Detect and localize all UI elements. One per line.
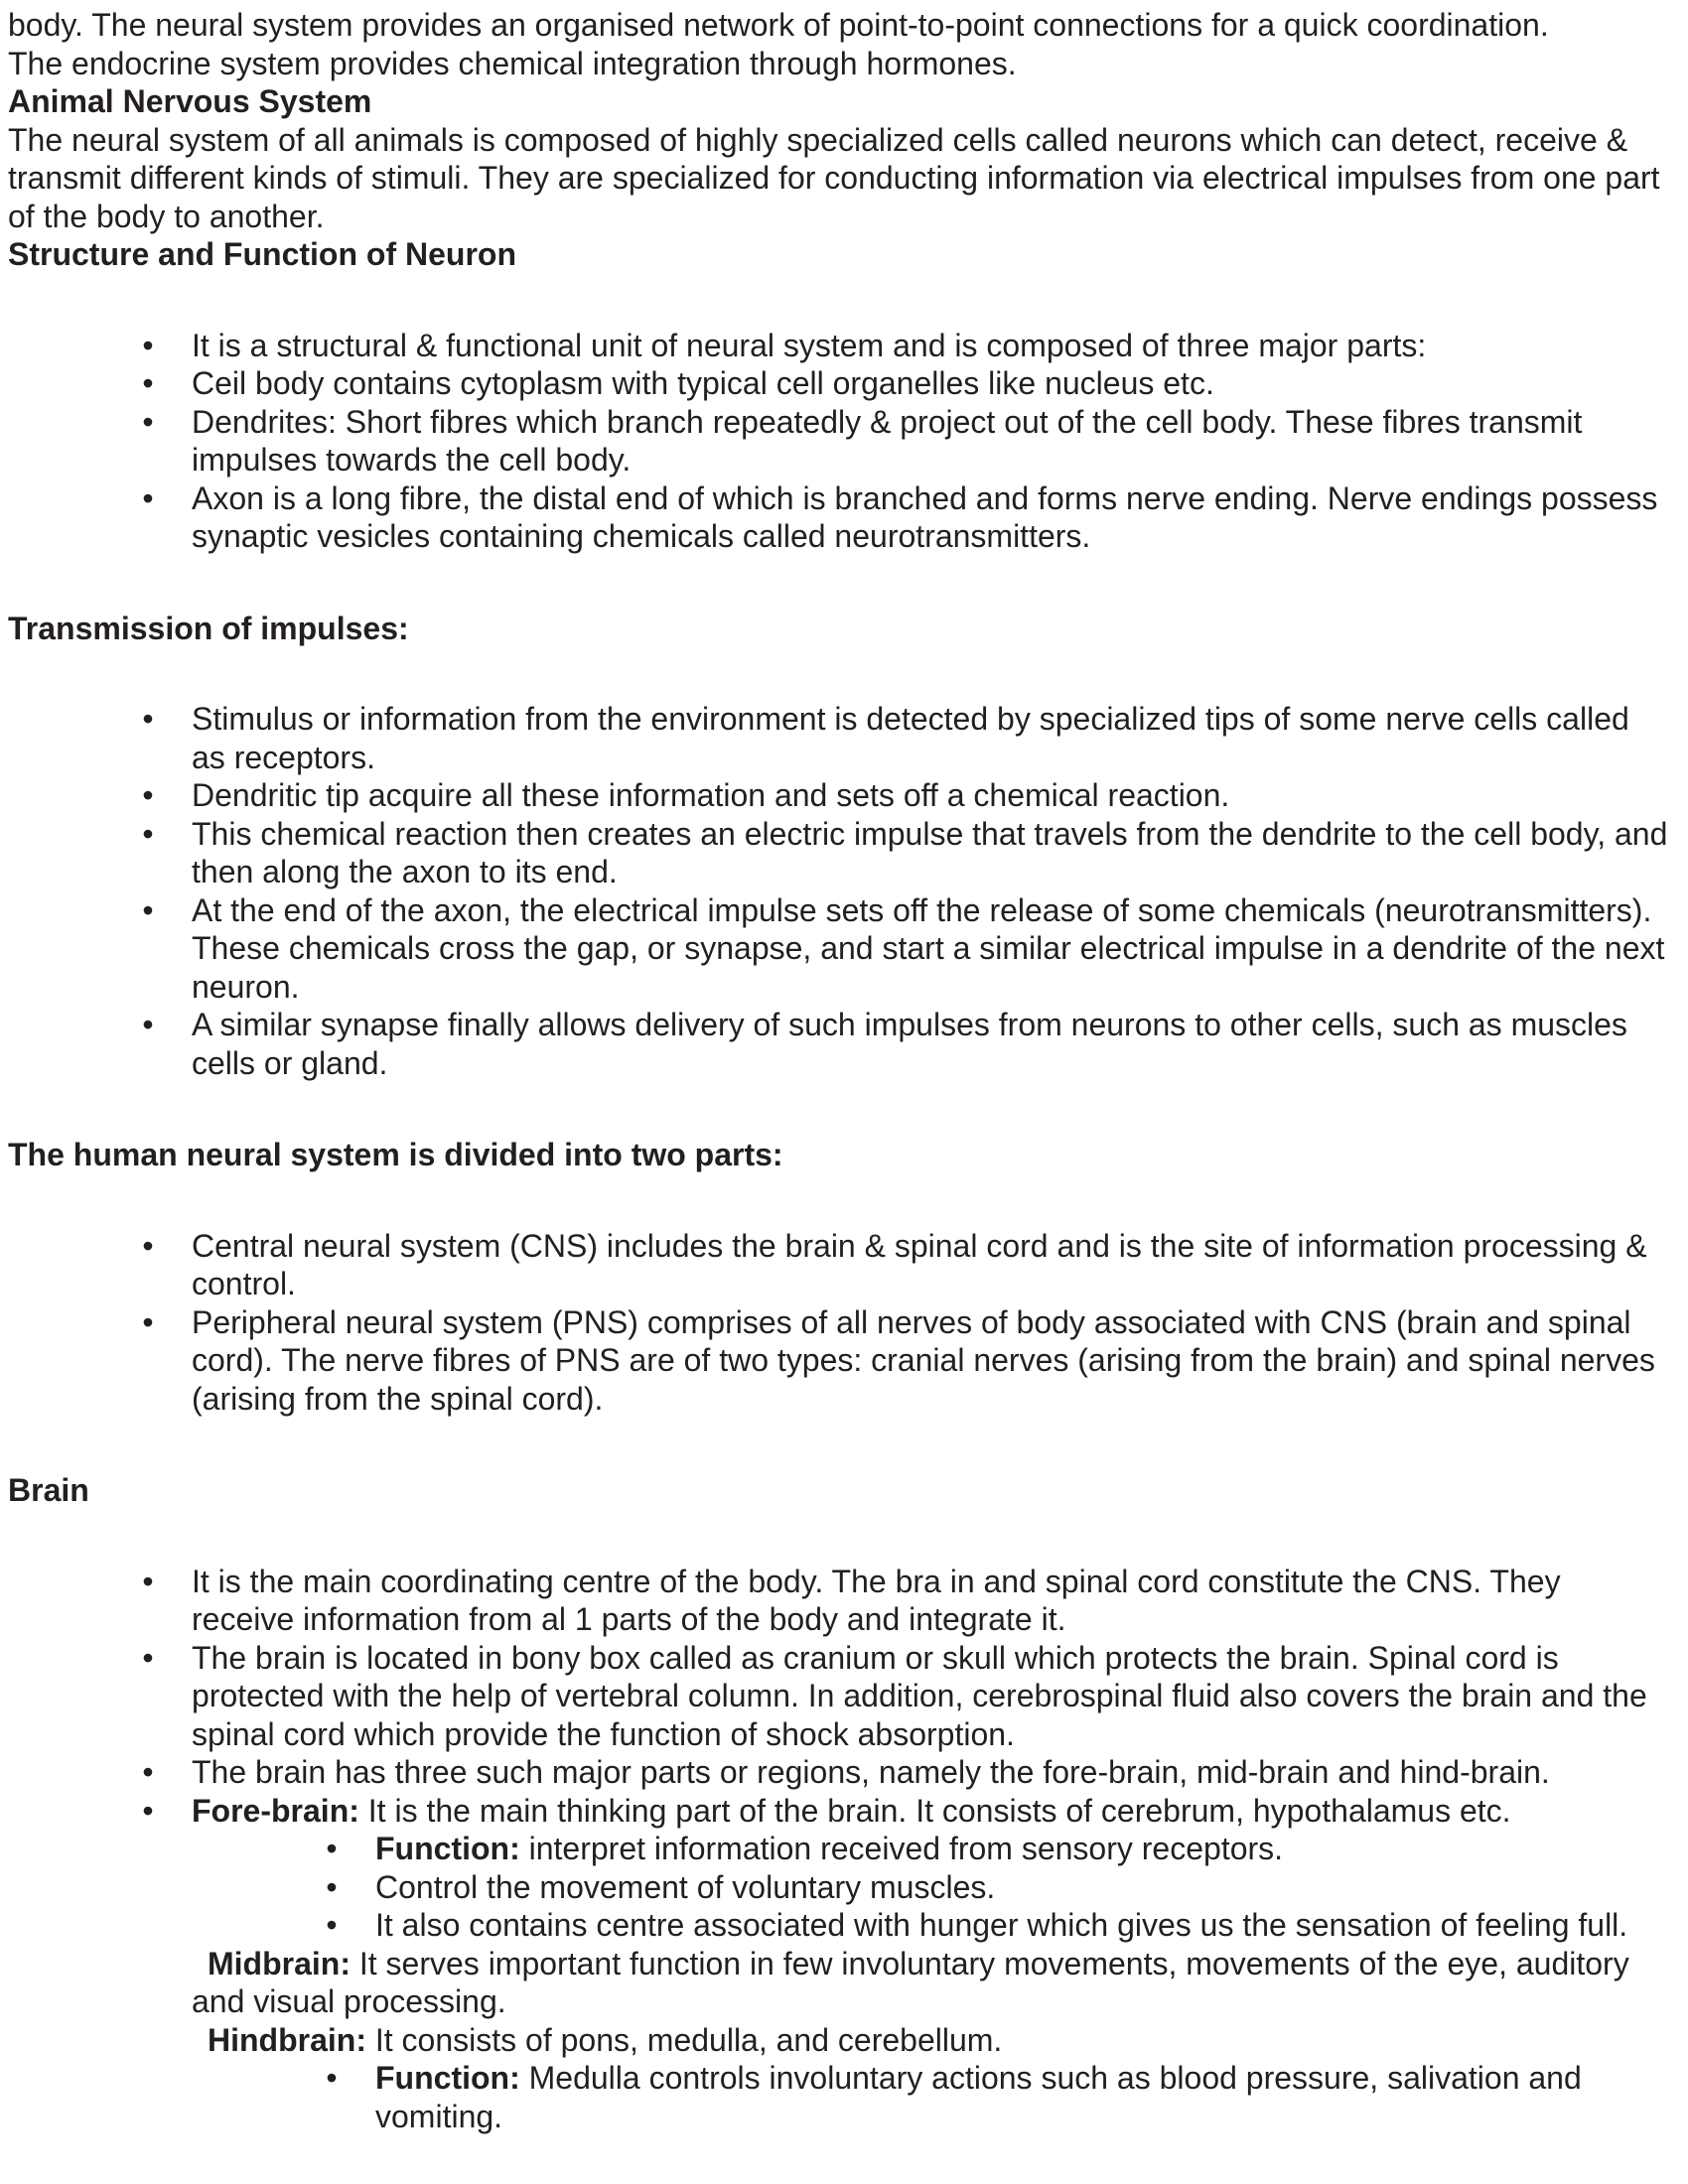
list-item: • This chemical reaction then creates an electric impulse that travels from the dendrite to the cell body, and then along the axon to its end. bbox=[0, 815, 1688, 891]
forebrain-label: Fore-brain: bbox=[192, 1792, 359, 1829]
bullet-icon: • bbox=[142, 479, 154, 516]
heading-neuron: Structure and Function of Neuron bbox=[8, 236, 516, 272]
sub-list-item: • Function: interpret information received from sensory receptors. bbox=[0, 1830, 1688, 1868]
midbrain-text: It serves important function in few involuntary movements, movements of the eye, auditory and visual processing. bbox=[192, 1945, 1629, 2019]
list-item: • Stimulus or information from the environment is detected by specialized tips of some nerve cells called as receptors. bbox=[0, 700, 1688, 776]
list-item: • The brain is located in bony box called as cranium or skull which protects the brain. Spinal cord is protected with the help of vertebral column. In addition, cerebrospinal fluid also covers the brain and the spinal cord which provide the function of shock absorption. bbox=[0, 1639, 1688, 1754]
human-neural-system-list bbox=[0, 1227, 1688, 1419]
heading-human-neural-system: The human neural system is divided into two parts: bbox=[8, 1137, 783, 1172]
transmission-list bbox=[0, 700, 1688, 1082]
sub-list-item: • Function: Medulla controls involuntary actions such as blood pressure, salivation and vomiting. bbox=[0, 2059, 1688, 2135]
bullet-icon: • bbox=[142, 403, 154, 440]
list-item: • Dendritic tip acquire all these information and sets off a chemical reaction. bbox=[0, 776, 1688, 815]
bullet-icon: • bbox=[142, 1792, 154, 1829]
bullet-icon: • bbox=[142, 1007, 154, 1042]
spacer bbox=[0, 556, 1688, 610]
bullet-icon: • bbox=[326, 1907, 338, 1943]
spacer bbox=[0, 274, 1688, 327]
list-item: • Ceil body contains cytoplasm with typical cell organelles like nucleus etc. bbox=[0, 364, 1688, 403]
list-item: • Central neural system (CNS) includes the brain & spinal cord and is the site of information processing & control. bbox=[0, 1227, 1688, 1303]
heading-transmission: Transmission of impulses: bbox=[8, 610, 409, 646]
list-item: • At the end of the axon, the electrical impulse sets off the release of some chemicals (neurotransmitters). These chemicals cross the gap, or synapse, and start a similar electrical impulse in a dendrite of the next neuron. bbox=[0, 891, 1688, 1007]
animal-nervous-system-text: The neural system of all animals is composed of highly specialized cells called neurons which can detect, receive & transmit different kinds of stimuli. They are specialized for conducting information via electrical impulses from one part of the body to another. bbox=[8, 121, 1660, 234]
bullet-icon: • bbox=[326, 2060, 338, 2096]
spacer bbox=[0, 1510, 1688, 1563]
list-item: • It is the main coordinating centre of the body. The bra in and spinal cord constitute the CNS. They receive information from al 1 parts of the body and integrate it. bbox=[0, 1563, 1688, 1639]
hindbrain-label: Hindbrain: bbox=[208, 2021, 366, 2058]
bullet-icon: • bbox=[142, 1227, 154, 1264]
spacer bbox=[0, 1418, 1688, 1471]
bullet-icon: • bbox=[142, 815, 154, 852]
sub-list-item: • It also contains centre associated with hunger which gives us the sensation of feeling full. bbox=[0, 1906, 1688, 1945]
intro-line-1: body. The neural system provides an organised network of point-to-point connections for a quick coordination. bbox=[8, 7, 1549, 43]
intro-paragraph bbox=[0, 6, 1688, 82]
hindbrain-text: It consists of pons, medulla, and cerebellum. bbox=[365, 2021, 1003, 2058]
midbrain-paragraph bbox=[0, 1945, 1688, 2021]
bullet-icon: • bbox=[142, 365, 154, 401]
hindbrain-paragraph bbox=[0, 2021, 1688, 2060]
list-item: • Axon is a long fibre, the distal end of which is branched and forms nerve ending. Nerve endings possess synaptic vesicles containing chemicals called neurotransmitters. bbox=[0, 479, 1688, 556]
spacer bbox=[0, 1082, 1688, 1136]
bullet-icon: • bbox=[326, 1831, 338, 1866]
bullet-icon: • bbox=[142, 777, 154, 813]
midbrain-label: Midbrain: bbox=[208, 1945, 351, 1981]
bullet-icon: • bbox=[326, 1868, 338, 1905]
list-item: • Peripheral neural system (PNS) comprises of all nerves of body associated with CNS (brain and spinal cord). The nerve fibres of PNS are of two types: cranial nerves (arising from the brain) and spinal nerves (arising from the spinal cord). bbox=[0, 1303, 1688, 1419]
list-item: • The brain has three such major parts or regions, namely the fore-brain, mid-brain and hind-brain. bbox=[0, 1753, 1688, 1792]
document-page bbox=[0, 6, 1688, 2135]
list-item: • It is a structural & functional unit of neural system and is composed of three major parts: bbox=[0, 327, 1688, 365]
forebrain-text: It is the main thinking part of the brain. It consists of cerebrum, hypothalamus etc. bbox=[358, 1792, 1511, 1829]
bullet-icon: • bbox=[142, 1639, 154, 1676]
bullet-icon: • bbox=[142, 891, 154, 928]
list-item: • A similar synapse finally allows delivery of such impulses from neurons to other cells, such as muscles cells or gland. bbox=[0, 1006, 1688, 1082]
brain-list bbox=[0, 1563, 1688, 1831]
bullet-icon: • bbox=[142, 1303, 154, 1340]
bullet-icon: • bbox=[142, 1754, 154, 1790]
bullet-icon: • bbox=[142, 327, 154, 363]
bullet-icon: • bbox=[142, 1563, 154, 1599]
sub-list-item: • Control the movement of voluntary muscles. bbox=[0, 1868, 1688, 1907]
spacer bbox=[0, 1174, 1688, 1227]
heading-brain: Brain bbox=[8, 1472, 89, 1508]
heading-animal-nervous-system: Animal Nervous System bbox=[8, 83, 372, 119]
list-item: • Dendrites: Short fibres which branch repeatedly & project out of the cell body. These fibres transmit impulses towards the cell body. bbox=[0, 403, 1688, 479]
bullet-icon: • bbox=[142, 701, 154, 737]
forebrain-sublist bbox=[0, 1830, 1688, 1945]
hindbrain-sublist bbox=[0, 2059, 1688, 2135]
neuron-list bbox=[0, 327, 1688, 556]
list-item-forebrain bbox=[0, 1792, 1688, 1831]
spacer bbox=[0, 647, 1688, 700]
intro-line-2: The endocrine system provides chemical integration through hormones. bbox=[8, 45, 1017, 81]
